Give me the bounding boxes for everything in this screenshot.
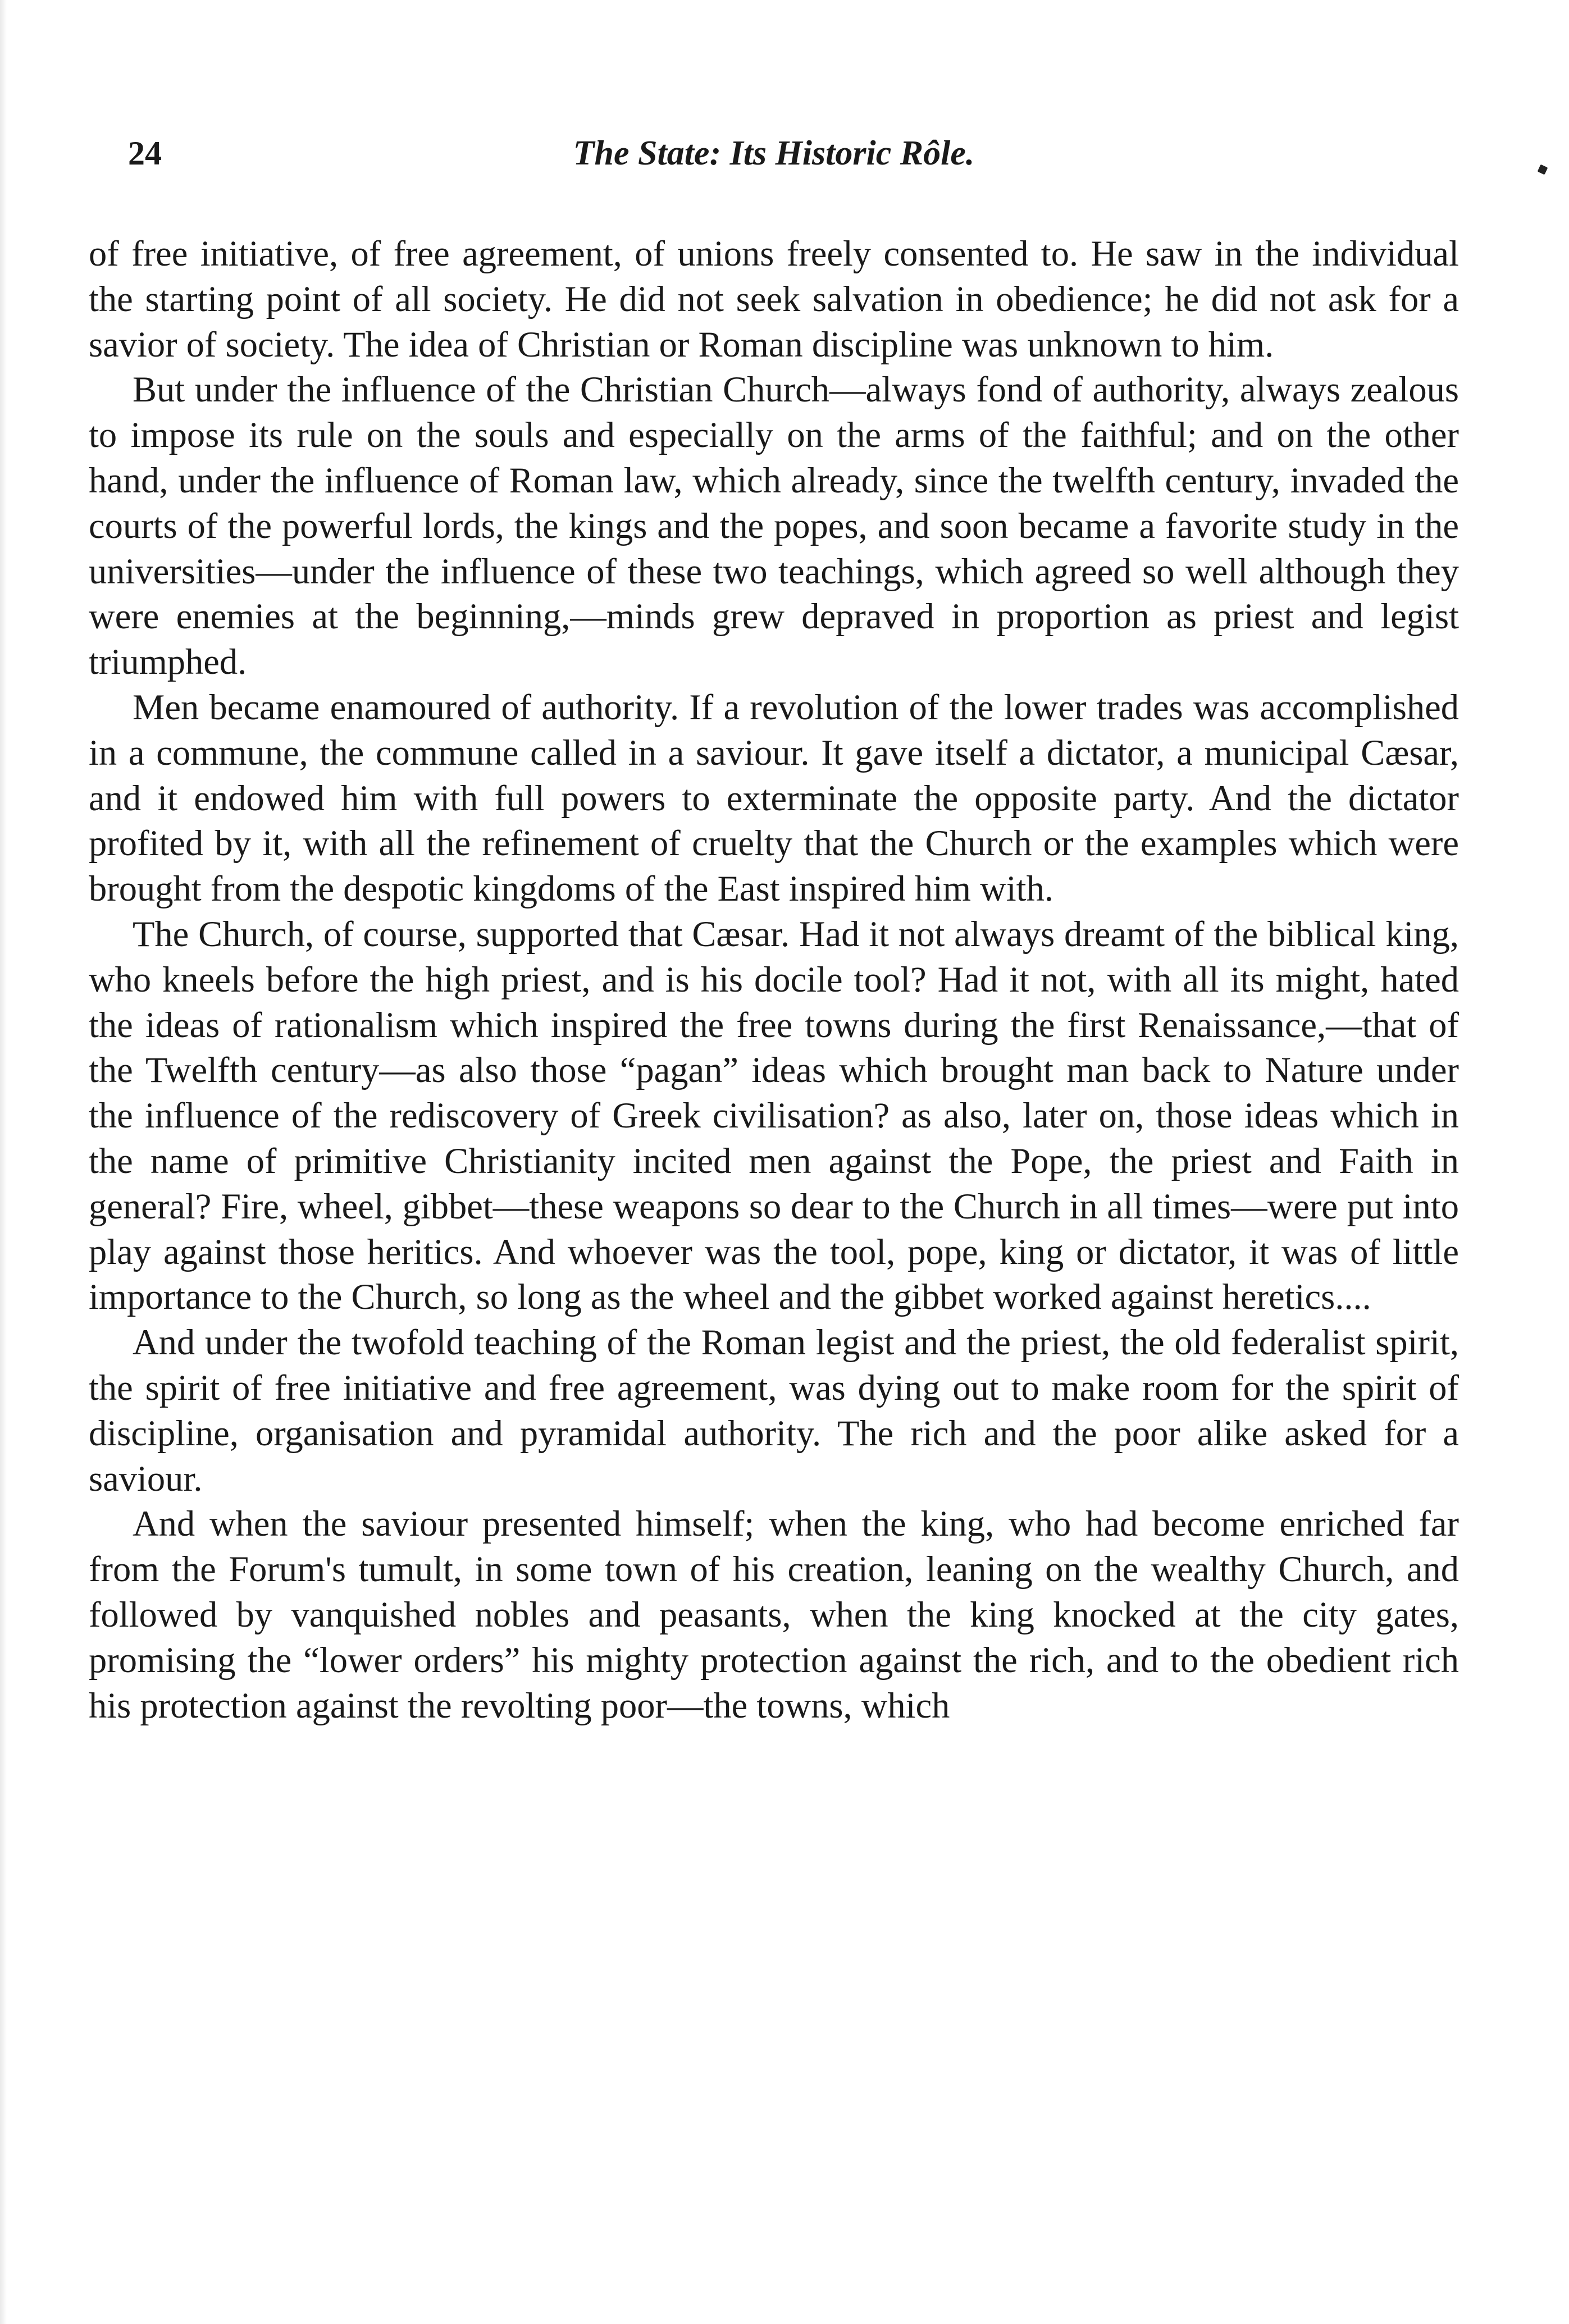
paragraph-continued: of free initiative, of free agreement, of unions freely consented to. He saw in the individual the starting point of all society. He did not seek salvation in obedience; he did not ask for a savior of society. The idea of Christian or Roman discipline was unknown to him. [89, 234, 1459, 364]
page-number: 24 [128, 135, 162, 172]
ink-speck-mark [1538, 165, 1548, 175]
paragraph: But under the influence of the Christian Church—always fond of authority, always zealous to impose its rule on the souls and especially on the arms of the faithful; and on the other hand, under the influence of Roman law, which already, since the twelfth century, invaded the courts of the powerful lords, the kings and the popes, and soon became a favorite study in the universities—under the influence of these two teachings, which agreed so well although they were enemies at the beginning,—minds grew depraved in proportion as priest and legist triumphed. [89, 369, 1459, 682]
paragraph: And when the saviour presented himself; when the king, who had become enriched far from the Forum's tumult, in some town of his creation, leaning on the wealthy Church, and followed by vanquished nobles and peasants, when the king knocked at the city gates, promising the “lower orders” his mighty protection against the rich, and to the obedient rich his protection against the revolting poor—the towns, which [89, 1504, 1459, 1725]
paragraph: Men became enamoured of authority. If a revolution of the lower trades was accomplished in a commune, the commune called in a saviour. It gave itself a dictator, a municipal Cæsar, and it endowed him with full powers to exterminate the opposite party. And the dictator profited by it, with all the refinement of cruelty that the Church or the examples which were brought from the despotic kingdoms of the East inspired him with. [89, 687, 1459, 909]
running-head [89, 128, 1459, 179]
paragraph: The Church, of course, supported that Cæsar. Had it not always dreamt of the biblical king, who kneels before the high priest, and is his docile tool? Had it not, with all its might, hated the ideas of rationalism which inspired the free towns during the first Renaissance,—that of the Twelfth century—as also those “pagan” ideas which brought man back to Nature under the influence of the rediscovery of Greek civilisation? as also, later on, those ideas which in the name of primitive Christianity incited men against the Pope, the priest and Faith in general? Fire, wheel, gibbet—these weapons so dear to the Church in all times—were put into play against those heritics. And whoever was the tool, pope, king or dictator, it was of little importance to the Church, so long as the wheel and the gibbet worked against heretics.... [89, 914, 1459, 1317]
running-title: The State: Its Historic Rôle. [573, 134, 975, 172]
page-edge-shadow [0, 0, 7, 2324]
paragraph: And under the twofold teaching of the Roman legist and the priest, the old federalist spirit, the spirit of free initiative and free agreement, was dying out to make room for the spirit of discipline, organisation and pyramidal authority. The rich and the poor alike asked for a saviour. [89, 1322, 1459, 1499]
body-text [89, 231, 1459, 1728]
